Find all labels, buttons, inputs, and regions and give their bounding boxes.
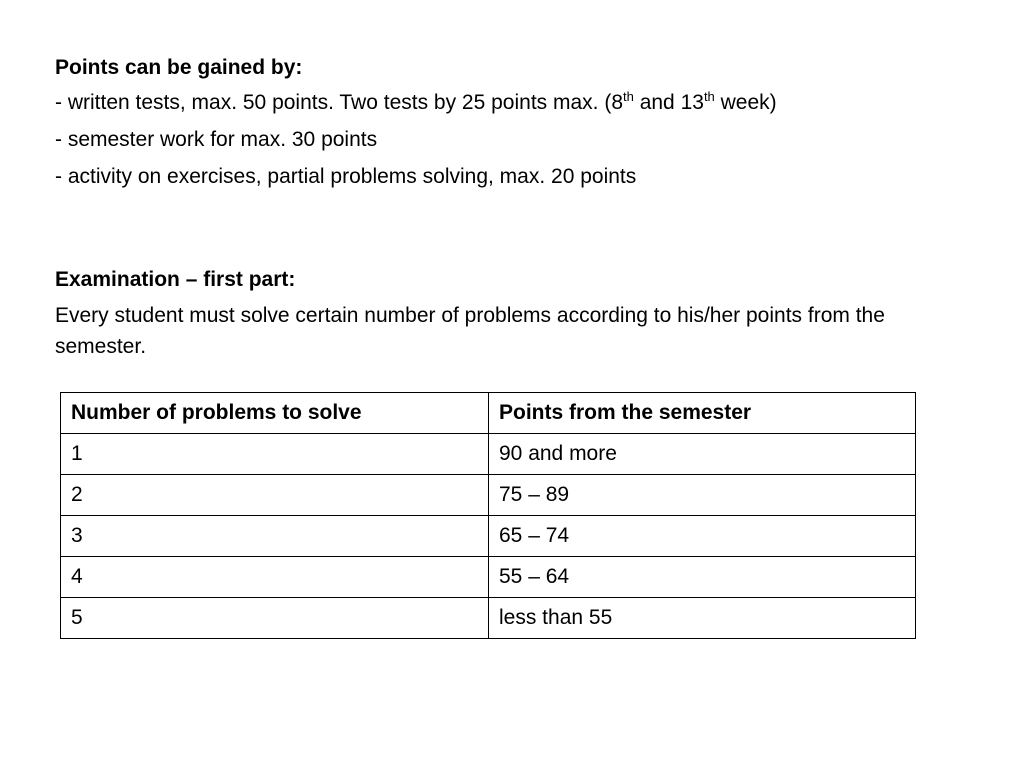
ordinal-suffix: th xyxy=(703,89,715,104)
points-item xyxy=(55,84,955,121)
points-item xyxy=(55,121,955,158)
points-item-text: - written tests, max. 50 points. Two tests by 25 points max. (8 xyxy=(55,91,624,114)
exam-section xyxy=(55,264,955,362)
points-list xyxy=(55,84,955,195)
problems-table xyxy=(60,392,916,639)
points-item-text: - semester work for max. 30 points xyxy=(55,128,378,151)
table-header-row xyxy=(61,393,916,434)
problems-cell: 1 xyxy=(61,434,489,475)
table-row xyxy=(61,516,916,557)
exam-paragraph: Every student must solve certain number of problems according to his/her points from the semester. xyxy=(55,304,885,358)
points-cell: less than 55 xyxy=(489,598,916,639)
points-item-text: and 13 xyxy=(633,91,704,114)
table-row xyxy=(61,598,916,639)
points-cell: 65 – 74 xyxy=(489,516,916,557)
points-cell: 90 and more xyxy=(489,434,916,475)
table-row xyxy=(61,475,916,516)
problems-cell: 3 xyxy=(61,516,489,557)
exam-heading: Examination – first part: xyxy=(55,268,296,291)
points-cell: 75 – 89 xyxy=(489,475,916,516)
column-header-problems: Number of problems to solve xyxy=(61,393,489,434)
points-item xyxy=(55,158,955,195)
problems-cell: 4 xyxy=(61,557,489,598)
table-row xyxy=(61,434,916,475)
column-header-points: Points from the semester xyxy=(489,393,916,434)
problems-cell: 2 xyxy=(61,475,489,516)
problems-cell: 5 xyxy=(61,598,489,639)
points-item-text: week) xyxy=(714,91,777,114)
points-section xyxy=(55,52,955,195)
ordinal-suffix: th xyxy=(623,89,634,104)
table-row xyxy=(61,557,916,598)
points-heading: Points can be gained by: xyxy=(55,56,303,79)
points-item-text: - activity on exercises, partial problems solving, max. 20 points xyxy=(55,165,637,188)
points-cell: 55 – 64 xyxy=(489,557,916,598)
